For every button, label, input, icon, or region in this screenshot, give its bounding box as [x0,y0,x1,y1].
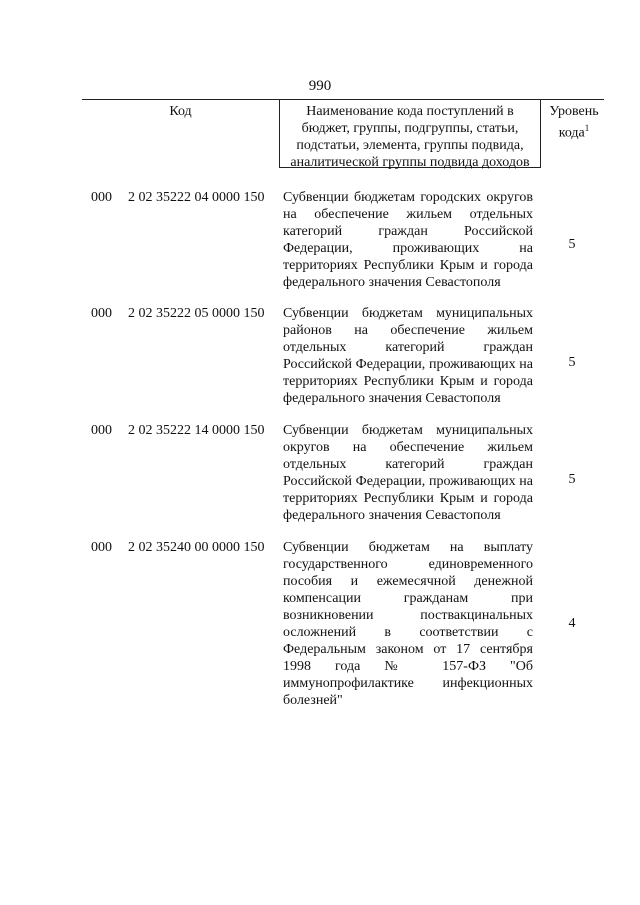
row-level: 4 [568,616,576,631]
row-name: Субвенции бюджетам городских округов на обеспечение жильем отдельных категорий граждан Российской Федерации, проживающих на территориях Республики Крым и города федерального значения Севастополя [283,190,533,290]
header-level-label: Уровень кода [549,104,599,141]
header-name: Наименование кода поступлений в бюджет, группы, подгруппы, статьи, подстатьи, элемента, группы подвида, аналитической группы подвида доходов [290,104,530,170]
header-level-footnote: 1 [584,123,590,133]
row-admin-code: 000 [91,306,112,321]
row-admin-code: 000 [91,540,112,555]
row-level: 5 [568,355,576,370]
row-admin-code: 000 [91,190,112,205]
page-number: 990 [308,78,332,94]
header-code: Код [169,104,192,119]
row-level: 5 [568,237,576,252]
row-code: 2 02 35240 00 0000 150 [128,540,265,555]
header-top-border [82,99,604,100]
row-name: Субвенции бюджетам на выплату государственного единовременного пособия и ежемесячной денежной компенсации гражданам при возникновении поствакцинальных осложнений в соответствии с Федеральным законом от 17 сентября 1998 года № 157-ФЗ "Об иммунопрофилактике инфекционных болезней" [283,540,533,708]
row-level: 5 [568,472,576,487]
row-name: Субвенции бюджетам муниципальных округов на обеспечение жильем отдельных категорий граждан Российской Федерации, проживающих на территориях Республики Крым и города федерального значения Севастополя [283,423,533,523]
row-code: 2 02 35222 04 0000 150 [128,190,265,205]
row-admin-code: 000 [91,423,112,438]
row-code: 2 02 35222 05 0000 150 [128,306,265,321]
row-code: 2 02 35222 14 0000 150 [128,423,265,438]
header-divider-left [279,99,280,167]
header-level [542,103,606,142]
row-name: Субвенции бюджетам муниципальных районов на обеспечение жильем отдельных категорий граждан Российской Федерации, проживающих на территориях Республики Крым и города федерального значения Севастополя [283,306,533,406]
header-divider-right [540,99,541,167]
